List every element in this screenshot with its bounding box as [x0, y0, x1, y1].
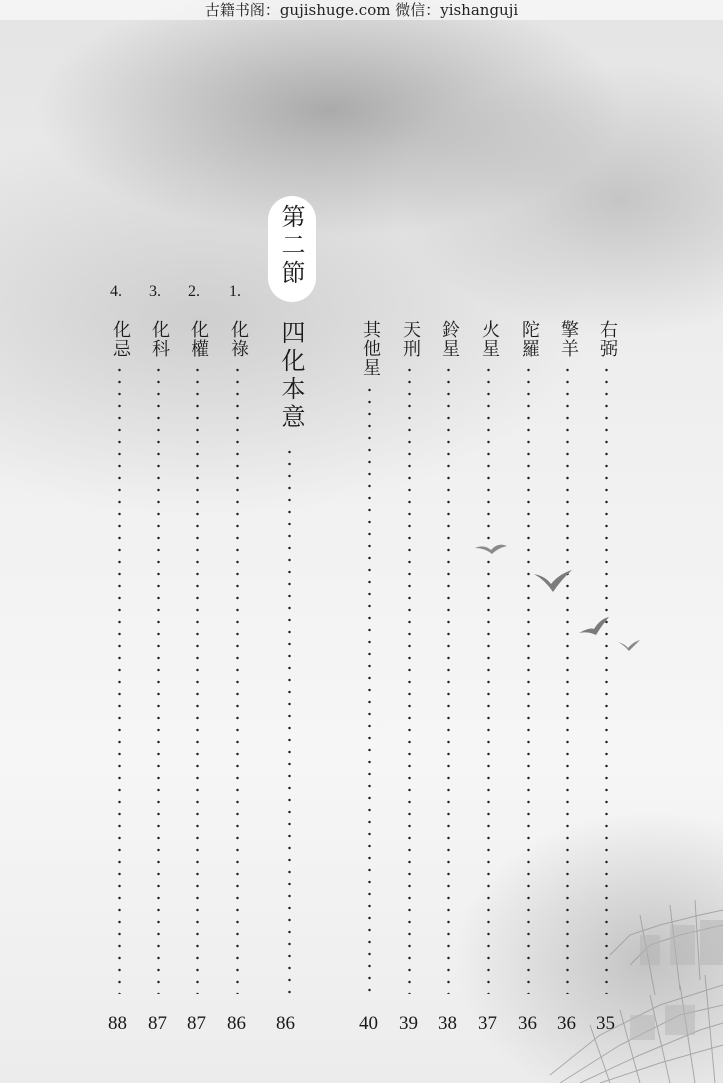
entry-title: 鈴星 [439, 320, 460, 358]
entry-page-number: 86 [227, 1013, 246, 1034]
dot-leader [236, 364, 239, 994]
entry-page-number: 39 [399, 1013, 418, 1034]
dot-leader [157, 364, 160, 994]
entry-number: 1. [229, 283, 241, 300]
entry-page-number: 36 [557, 1013, 576, 1034]
dot-leader [487, 364, 490, 994]
bird-icon [533, 568, 573, 594]
entry-number: 3. [149, 283, 161, 300]
dot-leader [447, 364, 450, 994]
entry-page-number: 36 [518, 1013, 537, 1034]
entry-title: 右弼 [597, 320, 618, 358]
city-scene-icon [540, 895, 723, 1083]
dot-leader [527, 364, 530, 994]
entry-page-number: 35 [596, 1013, 615, 1034]
dot-leader [196, 364, 199, 994]
section-dot-leader [288, 446, 291, 994]
entry-number: 4. [110, 283, 122, 300]
entry-page-number: 38 [438, 1013, 457, 1034]
bird-icon [474, 540, 508, 560]
entry-title: 其他星 [360, 320, 381, 377]
bird-icon [617, 636, 641, 652]
entry-title: 天刑 [400, 320, 421, 358]
entry-title: 化祿 [228, 320, 249, 358]
entry-number: 2. [188, 283, 200, 300]
entry-page-number: 88 [108, 1013, 127, 1034]
watermark-header: 古籍书阁：gujishuge.com 微信：yishanguji [0, 0, 723, 20]
bird-icon [578, 615, 610, 639]
entry-title: 化忌 [110, 320, 131, 358]
section-title: 四化本意 [277, 320, 305, 432]
entry-title: 化科 [149, 320, 170, 358]
dot-leader [408, 364, 411, 994]
entry-page-number: 40 [359, 1013, 378, 1034]
entry-title: 火星 [479, 320, 500, 358]
entry-title: 陀羅 [519, 320, 540, 358]
section-page-number: 86 [276, 1013, 295, 1034]
dot-leader [368, 384, 371, 994]
dot-leader [118, 364, 121, 994]
entry-title: 擎羊 [558, 320, 579, 358]
entry-page-number: 87 [148, 1013, 167, 1034]
section-label: 第二節 [277, 204, 305, 288]
entry-page-number: 37 [478, 1013, 497, 1034]
entry-title: 化權 [188, 320, 209, 358]
entry-page-number: 87 [187, 1013, 206, 1034]
